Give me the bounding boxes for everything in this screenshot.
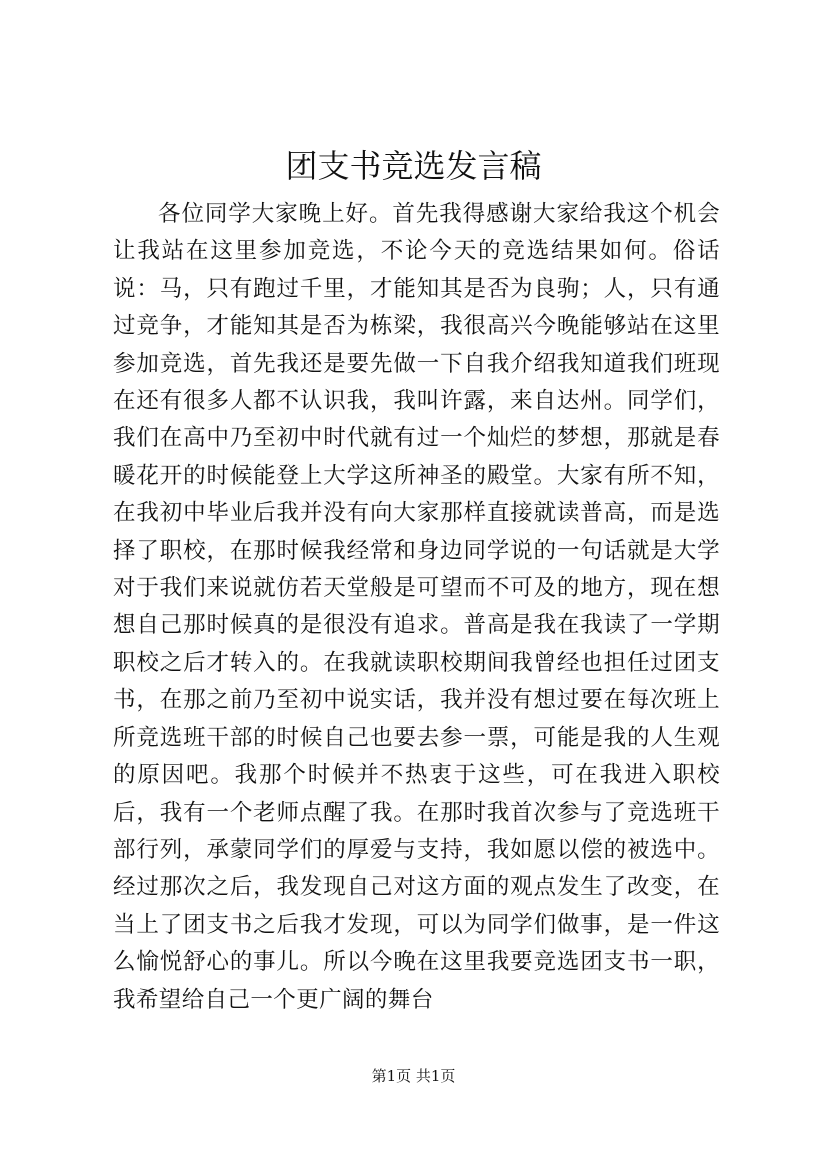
document-title: 团支书竞选发言稿 <box>285 147 542 185</box>
body-paragraph: 各位同学大家晚上好。首先我得感谢大家给我这个机会让我站在这里参加竞选，不论今天的竞选结果如何。俗话说：马，只有跑过千里，才能知其是否为良驹；人，只有通过竞争，才能知其是否为栋梁，我很高兴今晚能够站在这里参加竞选，首先我还是要先做一下自我介绍我知道我们班现在还有很多人都不认识我，我叫许露，来自达州。同学们，我们在高中乃至初中时代就有过一个灿烂的梦想，那就是春暖花开的时候能登上大学这所神圣的殿堂。大家有所不知，在我初中毕业后我并没有向大家那样直接就读普高，而是选择了职校，在那时候我经常和身边同学说的一句话就是大学对于我们来说就仿若天堂般是可望而不可及的地方，现在想想自己那时候真的是很没有追求。普高是我在我读了一学期职校之后才转入的。在我就读职校期间我曾经也担任过团支书，在那之前乃至初中说实话，我并没有想过要在每次班上所竞选班干部的时候自己也要去参一票，可能是我的人生观的原因吧。我那个时候并不热衷于这些，可在我进入职校后，我有一个老师点醒了我。在那时我首次参与了竞选班干部行列，承蒙同学们的厚爱与支持，我如愿以偿的被选中。经过那次之后，我发现自己对这方面的观点发生了改变，在当上了团支书之后我才发现，可以为同学们做事，是一件这么愉悦舒心的事儿。所以今晚在这里我要竞选团支书一职，我希望给自己一个更广阔的舞台 <box>113 201 720 1013</box>
page-footer: 第1页 共1页 <box>371 1067 456 1085</box>
